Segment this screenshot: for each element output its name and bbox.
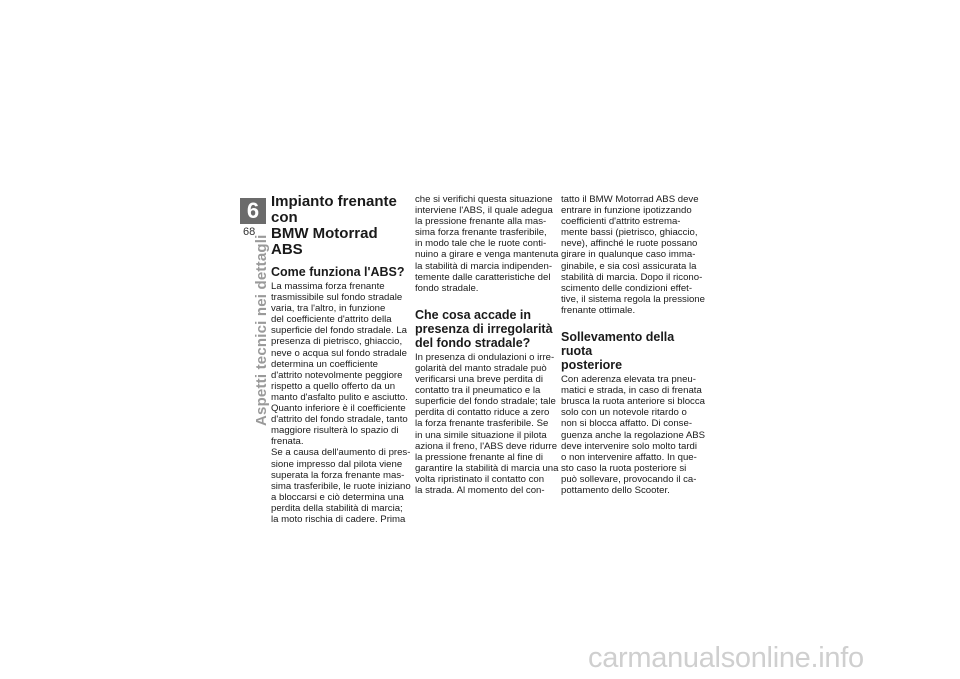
watermark: carmanualsonline.info bbox=[588, 642, 864, 674]
text-line: in una simile situazione il pilota bbox=[415, 429, 547, 441]
text-line: del coefficiente d'attrito della bbox=[271, 314, 392, 326]
text-line: manto d'asfalto pulito e asciutto. bbox=[271, 391, 408, 403]
text-line: sima forza frenante trasferibile, bbox=[415, 227, 547, 239]
text-line: determina un coefficiente bbox=[271, 358, 379, 370]
heading-line: presenza di irregolarità bbox=[415, 321, 553, 336]
text-line: girare in qualunque caso imma- bbox=[561, 249, 696, 261]
text-line: frenata. bbox=[271, 436, 304, 448]
text-line: varia, tra l'altro, in funzione bbox=[271, 303, 386, 315]
page-number: 68 bbox=[243, 226, 256, 238]
text-line: aziona il freno, l'ABS deve ridurre bbox=[415, 440, 558, 452]
paragraph bbox=[415, 194, 559, 294]
chapter-tab: 6 bbox=[240, 198, 266, 224]
section-title bbox=[271, 194, 409, 258]
text-line: frenante ottimale. bbox=[561, 304, 636, 316]
text-line: la pressione frenante alla mas- bbox=[415, 216, 547, 228]
text-line: pottamento dello Scooter. bbox=[561, 484, 670, 496]
column-2 bbox=[415, 194, 559, 496]
text-line: perdita di contatto riduce a zero bbox=[415, 407, 550, 419]
paragraph bbox=[561, 194, 703, 316]
text-line: non si blocca affatto. Di conse- bbox=[561, 418, 693, 430]
text-line: la strada. Al momento del con- bbox=[415, 484, 545, 496]
text-line: Quanto inferiore è il coefficiente bbox=[271, 403, 406, 415]
text-line: Con aderenza elevata tra pneu- bbox=[561, 374, 696, 386]
text-line: neve o acqua sul fondo stradale bbox=[271, 347, 408, 359]
text-line: ginabile, e sia così assicurata la bbox=[561, 260, 697, 272]
chapter-side-title: Aspetti tecnici nei dettagli bbox=[253, 234, 270, 426]
text-line: brusca la ruota anteriore si blocca bbox=[561, 396, 705, 408]
text-line: può sollevare, provocando il ca- bbox=[561, 473, 697, 485]
text-line: In presenza di ondulazioni o irre- bbox=[415, 351, 555, 363]
text-line: sione impresso dal pilota viene bbox=[271, 458, 403, 470]
text-line: guenza anche la regolazione ABS bbox=[561, 429, 706, 441]
heading-line: Che cosa accade in bbox=[415, 307, 532, 322]
heading-line: Sollevamento della ruota bbox=[561, 330, 675, 359]
heading-line: posteriore bbox=[561, 358, 623, 373]
text-line: nuino a girare e venga mantenuta bbox=[415, 249, 559, 261]
text-line: garantire la stabilità di marcia una bbox=[415, 462, 559, 474]
text-line: rispetto a quello offerto da un bbox=[271, 380, 396, 392]
text-line: superata la forza frenante mas- bbox=[271, 469, 405, 481]
text-line: interviene l'ABS, il quale adegua bbox=[415, 205, 553, 217]
text-line: perdita della stabilità di marcia; bbox=[271, 502, 403, 514]
text-line: verificarsi una breve perdita di bbox=[415, 374, 543, 386]
column-3 bbox=[561, 194, 706, 496]
text-line: contatto tra il pneumatico e la bbox=[415, 385, 541, 397]
text-line: scimento delle condizioni effet- bbox=[561, 282, 693, 294]
text-line: golarità del manto stradale può bbox=[415, 362, 547, 374]
text-line: tatto il BMW Motorrad ABS deve bbox=[561, 194, 699, 205]
heading-line: del fondo stradale? bbox=[415, 335, 531, 350]
title-line: BMW Motorrad ABS bbox=[271, 225, 378, 258]
text-line: temente dalle caratteristiche del bbox=[415, 271, 551, 283]
text-line: d'attrito del fondo stradale, tanto bbox=[271, 414, 408, 426]
text-line: o non intervenire affatto. In que- bbox=[561, 451, 697, 463]
text-line: sima trasferibile, le ruote iniziano bbox=[271, 480, 411, 492]
title-line: Impianto frenante con bbox=[271, 193, 397, 226]
subheading-abs: Come funziona l'ABS? bbox=[271, 265, 405, 279]
text-line: La massima forza frenante bbox=[271, 281, 385, 292]
text-line: la stabilità di marcia indipenden- bbox=[415, 260, 553, 272]
text-line: deve intervenire solo molto tardi bbox=[561, 440, 697, 452]
text-line: fondo stradale. bbox=[415, 282, 479, 294]
text-line: la moto rischia di cadere. Prima bbox=[271, 513, 406, 525]
text-line: tive, il sistema regola la pressione bbox=[561, 293, 705, 305]
text-line: maggiore risulterà lo spazio di bbox=[271, 425, 399, 437]
text-line: presenza di pietrisco, ghiaccio, bbox=[271, 336, 403, 348]
text-line: volta ripristinato il contatto con bbox=[415, 473, 545, 485]
paragraph bbox=[415, 351, 559, 496]
paragraph bbox=[271, 281, 409, 525]
text-line: sto caso la ruota posteriore si bbox=[561, 462, 687, 474]
paragraph bbox=[561, 374, 706, 496]
text-line: a bloccarsi e ciò determina una bbox=[271, 491, 404, 503]
text-line: solo con un notevole ritardo o bbox=[561, 407, 687, 419]
text-line: che si verifichi questa situazione bbox=[415, 194, 553, 205]
column-1 bbox=[271, 194, 409, 525]
text-line: trasmissibile sul fondo stradale bbox=[271, 292, 403, 304]
subheading-rear-wheel-lift bbox=[561, 330, 703, 372]
text-line: matici e strada, in caso di frenata bbox=[561, 385, 702, 397]
text-line: neve), affinché le ruote possano bbox=[561, 238, 698, 250]
text-line: mente bassi (pietrisco, ghiaccio, bbox=[561, 227, 698, 239]
text-line: superficie del fondo stradale; tale bbox=[415, 396, 556, 408]
text-line: la forza frenante trasferibile. Se bbox=[415, 418, 549, 430]
text-line: la pressione frenante al fine di bbox=[415, 451, 543, 463]
text-line: in modo tale che le ruote conti- bbox=[415, 238, 547, 250]
text-line: entrare in funzione ipotizzando bbox=[561, 205, 692, 217]
text-line: Se a causa dell'aumento di pres- bbox=[271, 447, 411, 459]
text-line: superficie del fondo stradale. La bbox=[271, 325, 407, 337]
text-line: d'attrito notevolmente peggiore bbox=[271, 369, 403, 381]
text-line: coefficienti d'attrito estrema- bbox=[561, 216, 681, 228]
subheading-irregularities bbox=[415, 308, 553, 350]
text-line: stabilità di marcia. Dopo il ricono- bbox=[561, 271, 703, 283]
